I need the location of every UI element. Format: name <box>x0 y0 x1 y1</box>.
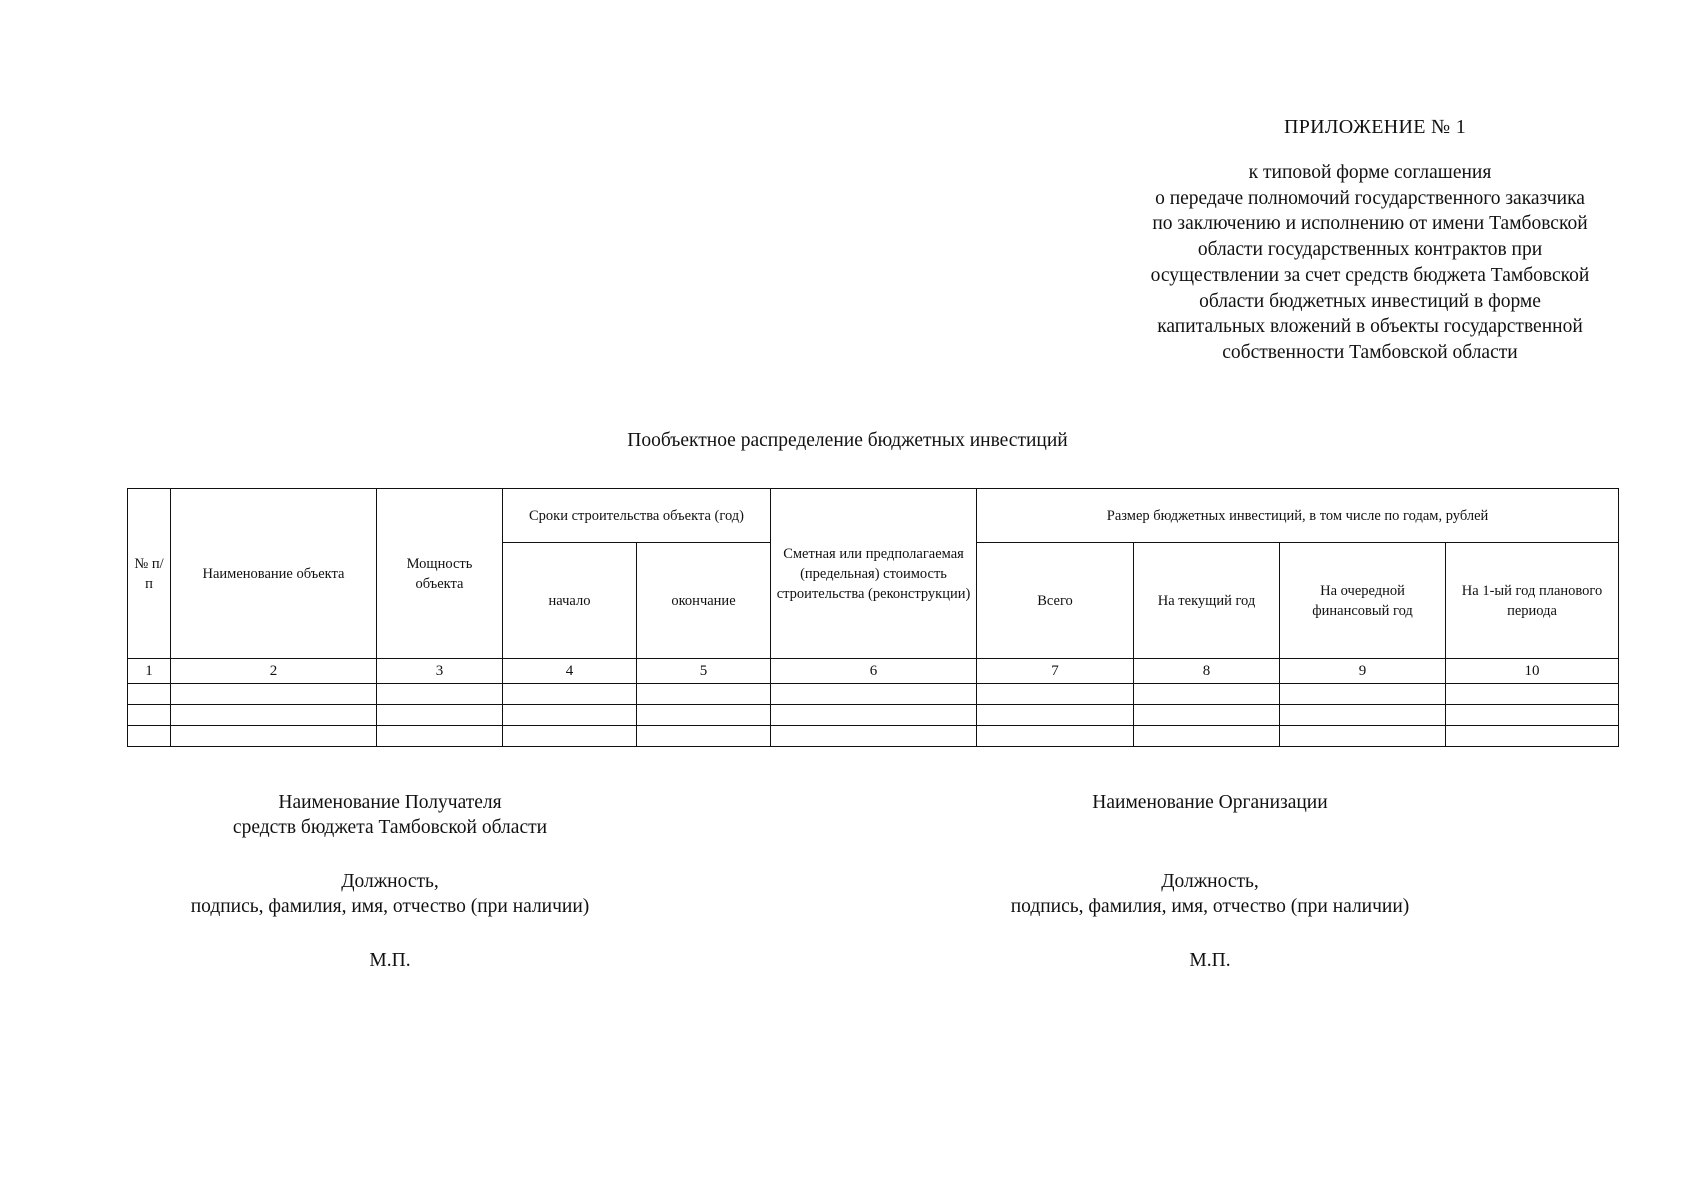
table-cell <box>128 726 171 747</box>
table-cell <box>637 726 771 747</box>
table-cell <box>503 684 637 705</box>
header-cell-investment-size: Размер бюджетных инвестиций, в том числе по годам, рублей <box>977 489 1619 543</box>
table-row <box>128 705 1619 726</box>
table-cell <box>377 684 503 705</box>
organization-stamp: М.П. <box>1189 950 1231 971</box>
appendix-subtitle-line: по заключению и исполнению от имени Тамбовской <box>1152 213 1588 235</box>
table-cell <box>1280 726 1446 747</box>
appendix-subtitle-line: капитальных вложений в объекты государственной <box>1157 316 1583 338</box>
table-cell <box>977 684 1134 705</box>
table-cell <box>977 705 1134 726</box>
table-cell <box>1446 684 1619 705</box>
header-cell-estimated-cost: Сметная или предполагаемая (предельная) стоимость строительства (реконструкции) <box>771 489 977 659</box>
table-cell <box>1134 684 1280 705</box>
organization-position: Должность, <box>1161 871 1259 892</box>
table-cell <box>771 684 977 705</box>
appendix-subtitle-line: области государственных контрактов при <box>1197 239 1543 261</box>
signature-block-organization-position <box>960 869 1460 919</box>
column-number-cell: 2 <box>171 659 377 684</box>
column-number-cell: 7 <box>977 659 1134 684</box>
appendix-subtitle-line: о передаче полномочий государственного заказчика <box>1155 187 1585 209</box>
table-cell <box>377 705 503 726</box>
table-cell <box>1446 705 1619 726</box>
table-cell <box>771 726 977 747</box>
table-cell <box>171 726 377 747</box>
column-number-cell: 6 <box>771 659 977 684</box>
table-cell <box>377 726 503 747</box>
column-number-cell: 10 <box>1446 659 1619 684</box>
recipient-org-line: Наименование Получателя <box>278 792 502 813</box>
appendix-subtitle-line: области бюджетных инвестиций в форме <box>1199 290 1541 312</box>
table-row <box>128 726 1619 747</box>
table-cell <box>977 726 1134 747</box>
organization-signature-line: подпись, фамилия, имя, отчество (при наличии) <box>1010 896 1410 917</box>
table-cell <box>128 684 171 705</box>
appendix-subtitle-line: к типовой форме соглашения <box>1248 162 1492 183</box>
signature-block-organization <box>960 790 1460 815</box>
table-header-row <box>128 489 1619 543</box>
appendix-title: ПРИЛОЖЕНИЕ № 1 <box>1283 116 1467 138</box>
table-row <box>128 684 1619 705</box>
table-cell <box>1280 705 1446 726</box>
table-cell <box>503 726 637 747</box>
appendix-subtitle <box>1120 160 1620 366</box>
table-cell <box>771 705 977 726</box>
recipient-org-line: средств бюджета Тамбовской области <box>232 817 548 838</box>
appendix-subtitle-line: собственности Тамбовской области <box>1222 341 1518 363</box>
header-cell-capacity: Мощность объекта <box>377 489 503 659</box>
column-number-cell: 9 <box>1280 659 1446 684</box>
table-cell <box>1134 726 1280 747</box>
header-cell-total: Всего <box>977 543 1134 659</box>
column-number-cell: 8 <box>1134 659 1280 684</box>
header-cell-construction-terms: Сроки строительства объекта (год) <box>503 489 771 543</box>
table-cell <box>1134 705 1280 726</box>
table-cell <box>637 684 771 705</box>
table-cell <box>171 684 377 705</box>
recipient-stamp: М.П. <box>369 950 411 971</box>
recipient-signature-line: подпись, фамилия, имя, отчество (при наличии) <box>190 896 590 917</box>
table-title: Пообъектное распределение бюджетных инвестиций <box>627 430 1068 451</box>
header-cell-number: № п/п <box>128 489 171 659</box>
header-cell-end: окончание <box>637 543 771 659</box>
table-cell <box>128 705 171 726</box>
appendix-subtitle-line: осуществлении за счет средств бюджета Тамбовской <box>1150 264 1590 286</box>
column-number-cell: 4 <box>503 659 637 684</box>
empty-rows <box>128 684 1619 747</box>
recipient-position: Должность, <box>341 871 439 892</box>
table-cell <box>1446 726 1619 747</box>
column-number-cell: 3 <box>377 659 503 684</box>
column-number-cell: 5 <box>637 659 771 684</box>
header-cell-current-year: На текущий год <box>1134 543 1280 659</box>
table-cell <box>637 705 771 726</box>
investment-table <box>127 488 1619 747</box>
header-cell-start: начало <box>503 543 637 659</box>
header-cell-next-year: На очередной финансовый год <box>1280 543 1446 659</box>
table-cell <box>1280 684 1446 705</box>
table-cell <box>503 705 637 726</box>
signature-block-recipient-position <box>140 869 640 919</box>
signature-block-recipient <box>140 790 640 840</box>
organization-org-line: Наименование Организации <box>1092 792 1328 813</box>
column-number-cell: 1 <box>128 659 171 684</box>
header-cell-object-name: Наименование объекта <box>171 489 377 659</box>
header-cell-plan-year: На 1-ый год планового периода <box>1446 543 1619 659</box>
table-cell <box>171 705 377 726</box>
column-number-row <box>128 659 1619 684</box>
